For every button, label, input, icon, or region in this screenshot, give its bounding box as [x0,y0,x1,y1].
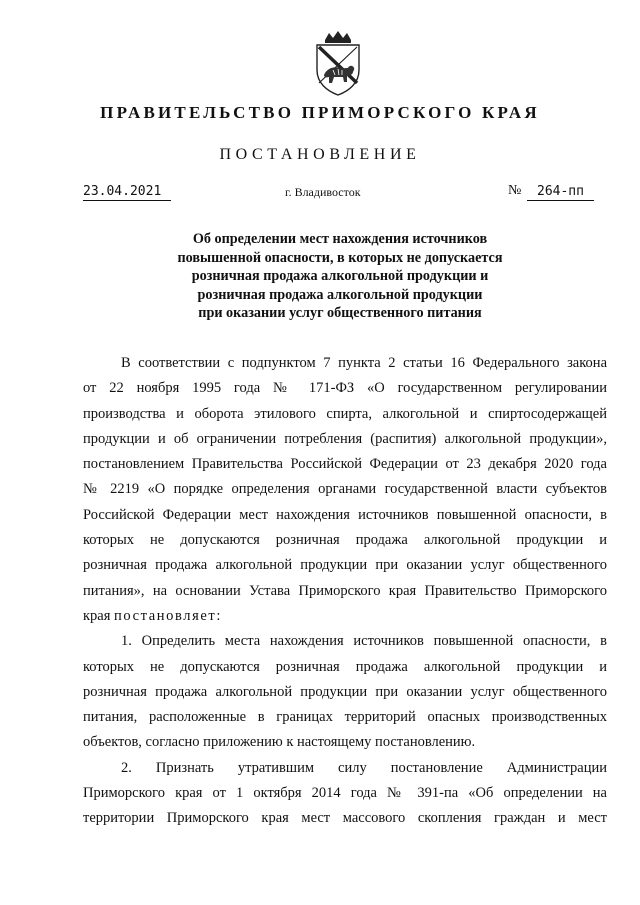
document-date: 23.04.2021 [83,184,171,201]
coat-of-arms-icon [307,30,369,96]
document-type-title: ПОСТАНОВЛЕНИЕ [219,146,421,163]
body-line: продукции и об ограничении потребления (распития) алкогольной продукции», [83,430,607,447]
body-line: розничная продажа алкогольной продукции при оказании услуг общественного [83,557,607,574]
body-line: Российской Федерации мест нахождения источников повышенной опасности, в [83,506,607,523]
document-number-sign: № [508,183,522,198]
body-line: которых не допускаются розничная продажа алкогольной продукции и [83,532,607,549]
body-line: питания, расположенные в границах территорий опасных производственных [83,709,607,726]
subject-line: Об определении мест нахождения источников [192,231,488,247]
subject-line: повышенной опасности, в которых не допускается [177,249,503,266]
body-line: от 22 ноября 1995 года № 171-ФЗ «О государственном регулировании [83,380,607,397]
body-line: розничная продажа алкогольной продукции при оказании услуг общественного [83,683,607,700]
document-number: 264-пп [527,184,594,201]
body-line: 1. Определить места нахождения источников повышенной опасности, в [121,633,607,650]
body-line: территории Приморского края мест массового скопления граждан и мест [83,810,607,827]
body-line: 2. Признать утратившим силу постановление Администрации [121,759,607,776]
body-line: которых не допускаются розничная продажа алкогольной продукции и [83,658,607,675]
document-subject [120,230,560,323]
body-line: № 2219 «О порядке определения органами государственной власти субъектов [83,481,607,498]
body-line: питания», на основании Устава Приморского края Правительство Приморского [83,582,607,599]
subject-line: при оказании услуг общественного питания [198,305,482,322]
document-body [83,351,607,832]
subject-line: розничная продажа алкогольной продукции и [191,268,489,285]
body-line: Приморского края от 1 октября 2014 года № 391-па «Об определении на [83,785,607,802]
body-line: объектов, согласно приложению к настоящему постановлению. [83,734,476,751]
body-line: В соответствии с подпунктом 7 пункта 2 статьи 16 Федерального закона [121,355,607,371]
body-line [83,604,607,629]
government-title: ПРАВИТЕЛЬСТВО ПРИМОРСКОГО КРАЯ [100,103,540,122]
body-text: края [83,607,111,624]
document-city: г. Владивосток [285,185,361,199]
resolution-word: постановляет: [114,607,222,624]
body-line: постановлением Правительства Российской Федерации от 23 декабря 2020 года [83,456,607,473]
subject-line: розничная продажа алкогольной продукции [197,286,483,303]
body-line: производства и оборота этилового спирта, алкогольной и спиртосодержащей [83,405,607,422]
